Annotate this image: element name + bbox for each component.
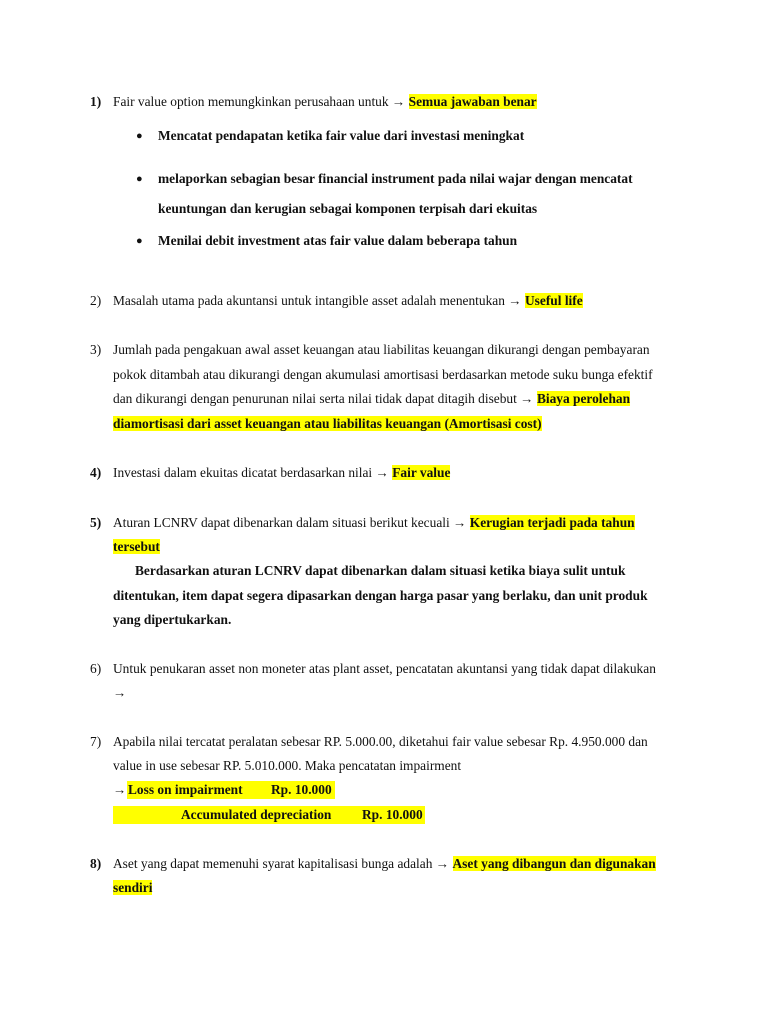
question-3-line-2: pokok ditambah atau dikurangi dengan akumulasi amortisasi berdasarkan metode suku bunga efektif: [113, 367, 653, 382]
answer-highlight: Aset yang dibangun dan digunakan: [452, 856, 656, 871]
question-5-explain-2: ditentukan, item dapat segera dipasarkan dengan harga pasar yang berlaku, dan unit produk: [113, 588, 648, 603]
answer-highlight: Biaya perolehan: [536, 391, 631, 406]
question-3-line-1: Jumlah pada pengakuan awal asset keuangan atau liabilitas keuangan dikurangi dengan pembayaran: [113, 342, 650, 357]
answer-highlight: Fair value: [392, 465, 451, 480]
journal-debit-account: Loss on impairment: [128, 782, 243, 797]
answer-highlight: Useful life: [525, 293, 583, 308]
question-3-line-4: [113, 415, 542, 433]
bullet-item-2: melaporkan sebagian besar financial instrument pada nilai wajar dengan mencatat: [158, 171, 633, 186]
question-3-line-3: [113, 390, 630, 408]
question-1-text: [113, 93, 537, 111]
question-text: Fair value option memungkinkan perusahaan untuk →: [113, 94, 409, 109]
arrow-icon: →: [113, 685, 127, 700]
answer-highlight: Kerugian terjadi pada tahun: [469, 515, 635, 530]
question-text: Aturan LCNRV dapat dibenarkan dalam situasi berikut kecuali →: [113, 515, 470, 530]
question-5-explain-1: Berdasarkan aturan LCNRV dapat dibenarkan dalam situasi ketika biaya sulit untuk: [135, 563, 626, 578]
question-6-number: 6): [90, 661, 102, 676]
question-7-line-2: value in use sebesar RP. 5.010.000. Maka pencatatan impairment: [113, 758, 462, 773]
bullet-item-3: Menilai debit investment atas fair value dalam beberapa tahun: [158, 233, 518, 248]
question-7-line-1: Apabila nilai tercatat peralatan sebesar RP. 5.000.00, diketahui fair value sebesar Rp. 4.950.000 dan: [113, 734, 648, 749]
bullet-item-1: Mencatat pendapatan ketika fair value dari investasi meningkat: [158, 128, 525, 143]
question-text: Aset yang dapat memenuhi syarat kapitalisasi bunga adalah →: [113, 856, 453, 871]
question-6-text: Untuk penukaran asset non moneter atas plant asset, pencatatan akuntansi yang tidak dapat dilakukan: [113, 661, 656, 676]
question-8-answer-cont: [113, 879, 152, 897]
question-3-number: 3): [90, 342, 102, 357]
question-text: Masalah utama pada akuntansi untuk intangible asset adalah menentukan →: [113, 293, 526, 308]
bullet-item-2-continued: keuntungan dan kerugian sebagai komponen terpisah dari ekuitas: [158, 201, 538, 216]
answer-highlight: diamortisasi dari asset keuangan atau liabilitas keuangan (Amortisasi cost): [113, 416, 542, 431]
question-4-number: 4): [90, 465, 102, 480]
answer-highlight: Semua jawaban benar: [408, 94, 537, 109]
question-8-text: [113, 855, 656, 873]
question-5-explain-3: yang dipertukarkan.: [113, 612, 232, 627]
question-4-text: [113, 464, 450, 482]
journal-debit-amount: Rp. 10.000: [271, 782, 332, 797]
question-number: 1): [90, 94, 102, 109]
bullet-icon: ●: [136, 235, 143, 247]
question-5-text: [113, 514, 635, 532]
question-2-number: 2): [90, 293, 102, 308]
question-5-answer-cont: [113, 538, 160, 556]
bullet-icon: ●: [136, 173, 143, 185]
answer-highlight: tersebut: [113, 539, 160, 554]
arrow-icon: →: [113, 782, 127, 797]
answer-highlight: sendiri: [113, 880, 153, 895]
bullet-icon: ●: [136, 130, 143, 142]
journal-credit-amount: Rp. 10.000: [362, 807, 423, 822]
journal-credit-account: Accumulated depreciation: [181, 807, 332, 822]
question-text: dan dikurangi dengan penurunan nilai serta nilai tidak dapat ditagih disebut →: [113, 391, 537, 406]
question-2-text: [113, 292, 583, 310]
question-8-number: 8): [90, 856, 102, 871]
question-text: Investasi dalam ekuitas dicatat berdasarkan nilai →: [113, 465, 393, 480]
question-5-number: 5): [90, 515, 102, 530]
question-7-number: 7): [90, 734, 102, 749]
question-1: [90, 93, 101, 111]
